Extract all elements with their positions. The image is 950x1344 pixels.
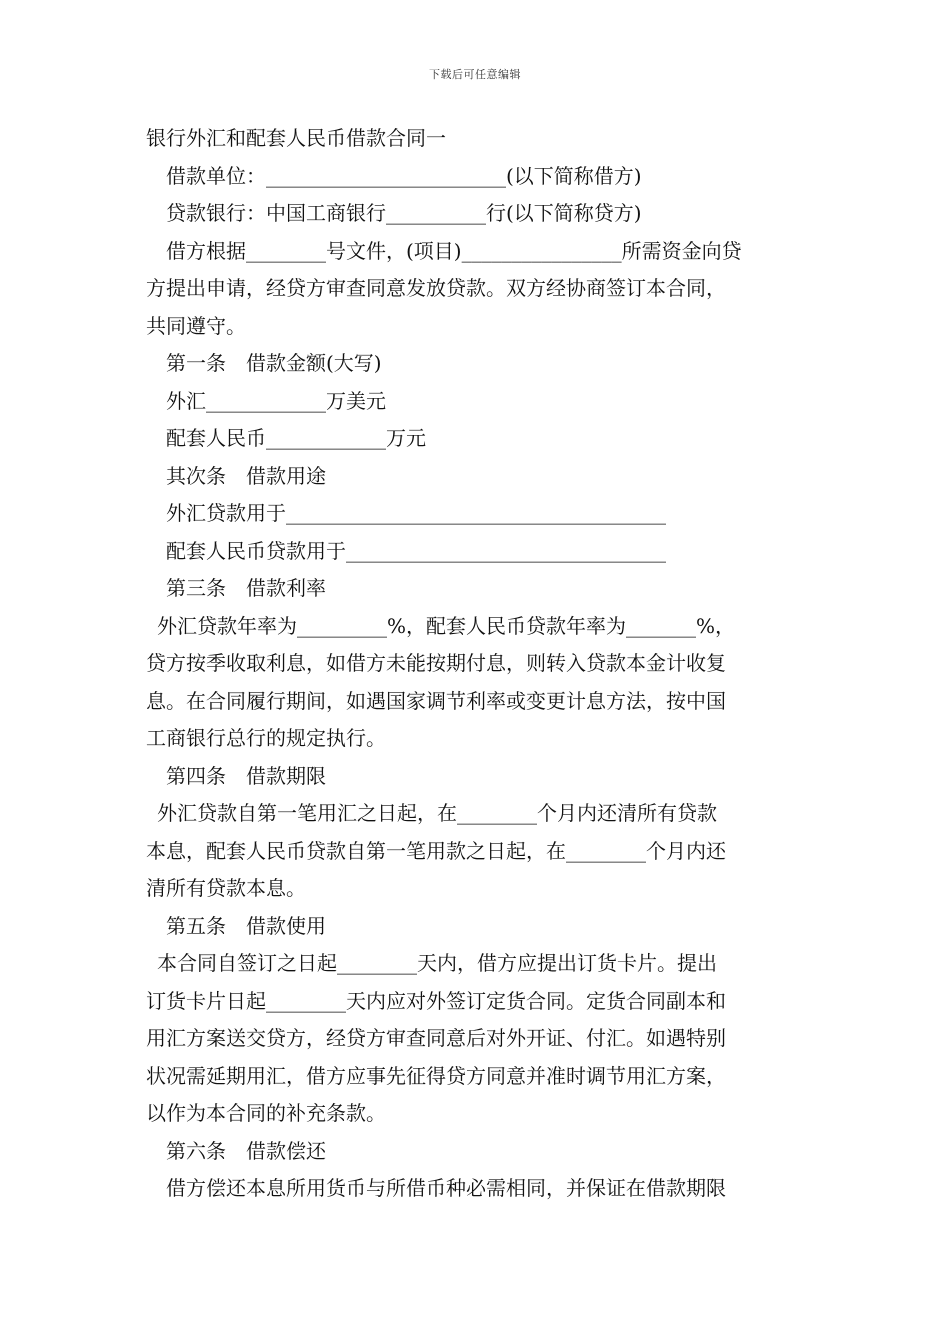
paragraph-line: 外汇贷款自第一笔用汇之日起，在________个月内还清所有贷款: [157, 801, 717, 825]
paragraph-line: 本合同自签订之日起________天内，借方应提出订货卡片。提出: [157, 951, 717, 975]
paragraph-line: 借方偿还本息所用货币与所借币种必需相同，并保证在借款期限: [166, 1176, 726, 1200]
clause-line: 配套人民币贷款用于________________________________: [166, 538, 666, 563]
paragraph-line: 本息，配套人民币贷款自第一笔用款之日起，在________个月内还: [146, 838, 726, 863]
paragraph-line: 方提出申请，经贷方审查同意发放贷款。双方经协商签订本合同，: [146, 276, 726, 300]
paragraph-line: 工商银行总行的规定执行。: [146, 726, 386, 750]
paragraph-line: 息。在合同履行期间，如遇国家调节利率或变更计息方法，按中国: [146, 688, 726, 713]
paragraph-line: 清所有贷款本息。: [146, 876, 306, 900]
article-heading: 第六条 借款偿还: [166, 1138, 326, 1163]
paragraph-line: 共同遵守。: [146, 313, 246, 338]
page-header: 下载后可任意编辑: [429, 68, 521, 81]
article-heading: 第五条 借款使用: [166, 913, 326, 938]
article-heading: 第三条 借款利率: [166, 576, 326, 600]
article-heading: 第一条 借款金额(大写): [166, 351, 382, 375]
paragraph-line: 状况需延期用汇，借方应事先征得贷方同意并准时调节用汇方案，: [146, 1063, 726, 1088]
contract-body: [146, 120, 810, 1208]
contract-title: 银行外汇和配套人民币借款合同一: [146, 126, 446, 150]
article-heading: 其次条 借款用途: [166, 463, 326, 488]
article-heading: 第四条 借款期限: [166, 763, 326, 788]
borrower-line: 借款单位：________________________(以下简称借方): [166, 163, 642, 188]
paragraph-line: 外汇贷款年率为_________%，配套人民币贷款年率为_______%，: [157, 613, 736, 638]
paragraph-line: 用汇方案送交贷方，经贷方审查同意后对外开证、付汇。如遇特别: [146, 1026, 726, 1050]
paragraph-line: 贷方按季收取利息，如借方未能按期付息，则转入贷款本金计收复: [146, 651, 726, 675]
paragraph-line: 以作为本合同的补充条款。: [146, 1101, 386, 1125]
paragraph-line: 借方根据________号文件，(项目)________________所需资金向贷: [166, 238, 742, 263]
lender-line: 贷款银行：中国工商银行__________行(以下简称贷方): [166, 201, 642, 225]
clause-line: 外汇贷款用于______________________________________: [166, 501, 666, 525]
paragraph-line: 订货卡片日起________天内应对外签订定货合同。定货合同副本和: [146, 988, 726, 1013]
clause-line: 配套人民币____________万元: [166, 426, 426, 450]
clause-line: 外汇____________万美元: [166, 388, 386, 413]
